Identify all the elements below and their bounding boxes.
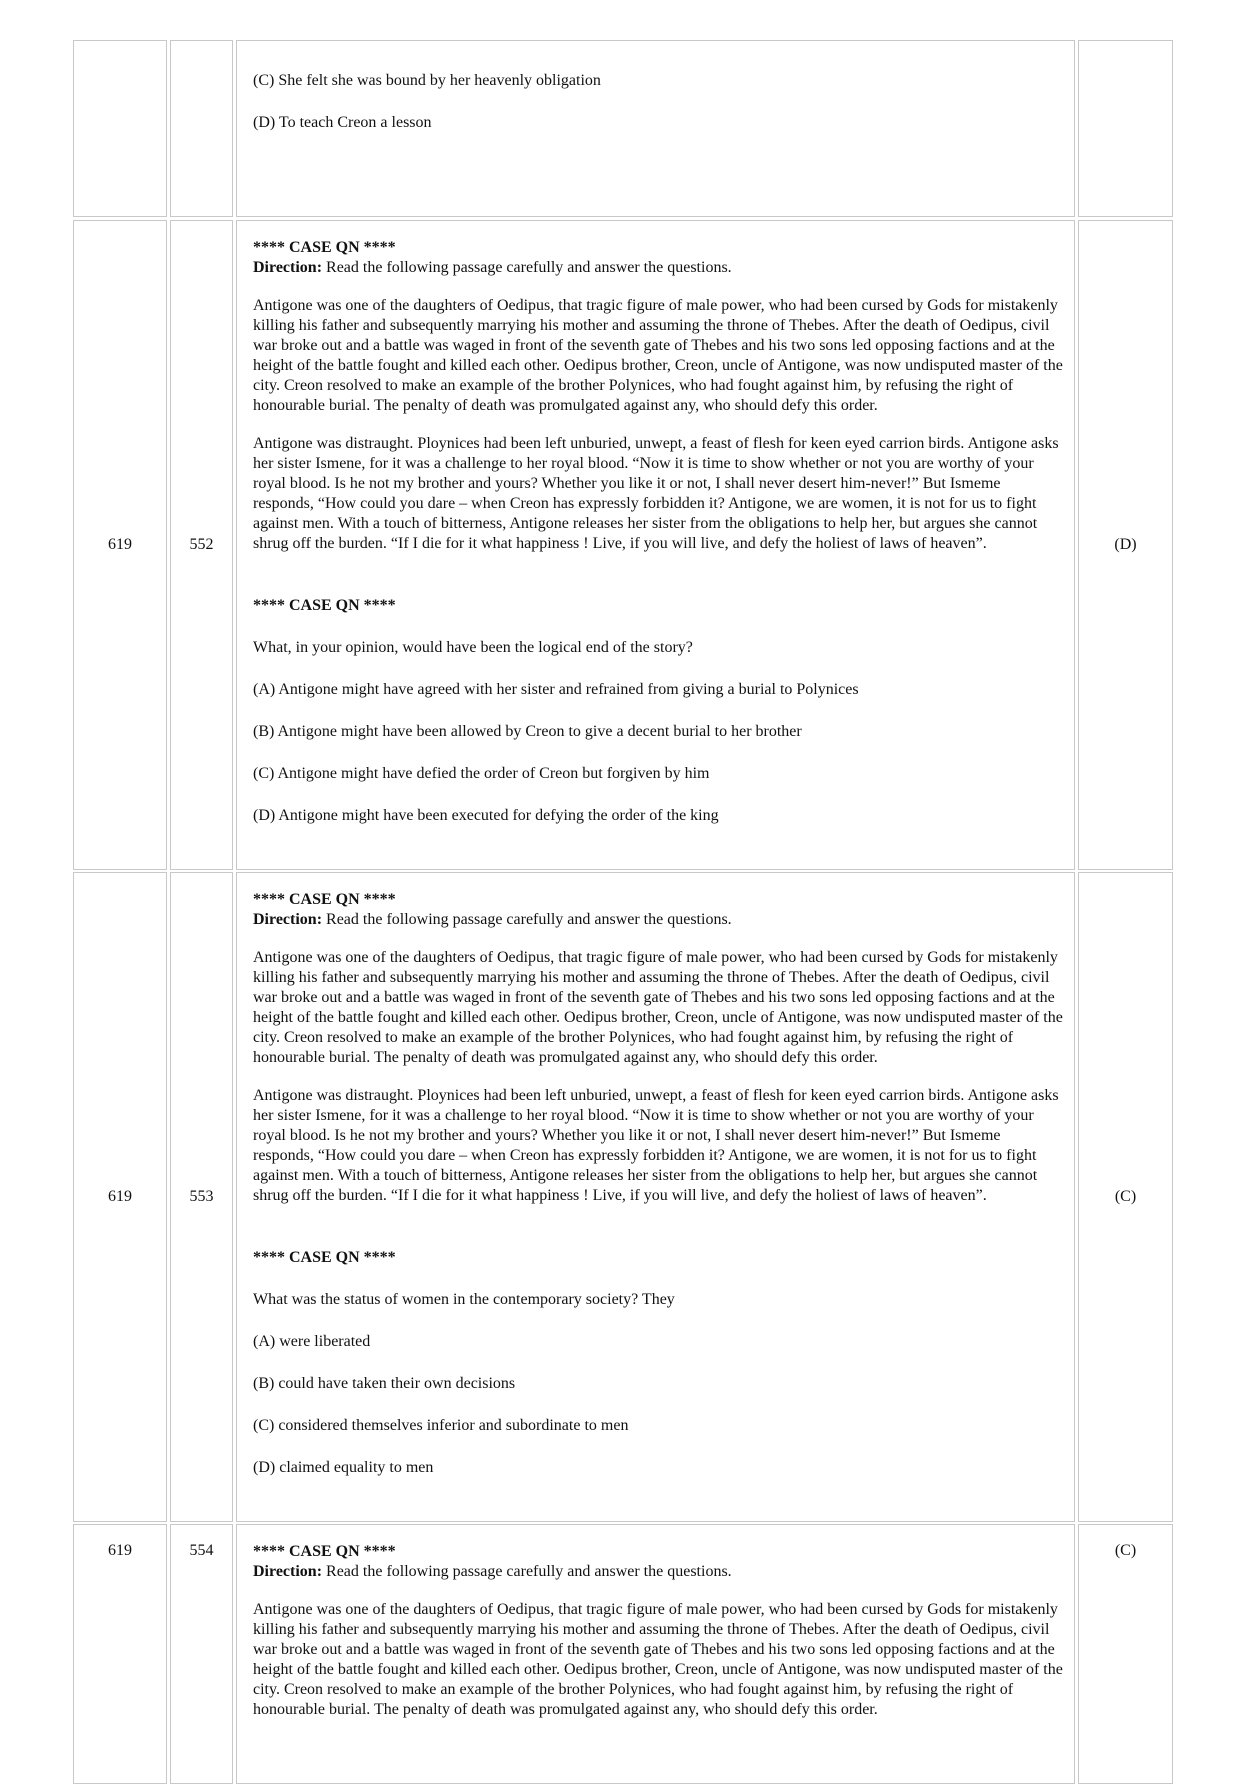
serial-cell xyxy=(73,40,167,217)
passage-paragraph-2: Antigone was distraught. Ploynices had been left unburied, unwept, a feast of flesh for keen eyed carrion birds. Antigone asks her sister Ismene, for it was a challenge to her royal blood. “Now it is time to show whether or not you are worthy of your royal blood. Is he not my brother and yours? Whether you like it or not, I shall never desert him-never!” But Ismeme responds, “How could you dare – when Creon has expressly forbidden it? Antigone, we are women, it is not for us to fight against men. With a touch of bitterness, Antigone releases her sister from the obligations to help her, but argues she cannot shrug off the burden. “If I die for it what happiness ! Live, if you will live, and defy the holiest of laws of heaven”. xyxy=(253,1087,1059,1204)
question-number: 552 xyxy=(189,536,214,553)
option-d: (D) claimed equality to men xyxy=(253,1459,434,1476)
passage-paragraph-2: Antigone was distraught. Ploynices had been left unburied, unwept, a feast of flesh for keen eyed carrion birds. Antigone asks her sister Ismene, for it was a challenge to her royal blood. “Now it is time to show whether or not you are worthy of your royal blood. Is he not my brother and yours? Whether you like it or not, I shall never desert him-never!” But Ismeme responds, “How could you dare – when Creon has expressly forbidden it? Antigone, we are women, it is not for us to fight against men. With a touch of bitterness, Antigone releases her sister from the obligations to help her, but argues she cannot shrug off the burden. “If I die for it what happiness ! Live, if you will live, and defy the holiest of laws of heaven”. xyxy=(253,435,1059,552)
question-number-cell xyxy=(170,220,233,870)
question-cell xyxy=(236,1524,1075,1784)
option-d: (D) Antigone might have been executed for defying the order of the king xyxy=(253,807,719,824)
option-a: (A) Antigone might have agreed with her sister and refrained from giving a burial to Polynices xyxy=(253,681,859,698)
question-number-cell xyxy=(170,1524,233,1784)
serial-number: 619 xyxy=(108,536,132,553)
question-table xyxy=(73,60,1173,1718)
direction-label: Direction: xyxy=(253,1563,323,1580)
table-row xyxy=(73,1524,1173,1784)
question-number: 554 xyxy=(189,1542,214,1559)
direction-label: Direction: xyxy=(253,911,323,928)
serial-number: 619 xyxy=(108,1188,132,1205)
option-a: (A) were liberated xyxy=(253,1333,371,1350)
serial-cell xyxy=(73,872,167,1522)
serial-cell xyxy=(73,220,167,870)
question-text: What was the status of women in the contemporary society? They xyxy=(253,1291,675,1308)
case-heading: **** CASE QN **** xyxy=(253,239,396,256)
direction-text: Read the following passage carefully and answer the questions. xyxy=(322,911,732,928)
option-c: (C) considered themselves inferior and subordinate to men xyxy=(253,1417,629,1434)
case-heading: **** CASE QN **** xyxy=(253,891,396,908)
question-number-cell xyxy=(170,40,233,217)
answer-value: (C) xyxy=(1114,1542,1137,1559)
direction-label: Direction: xyxy=(253,259,323,276)
option-c: (C) She felt she was bound by her heavenly obligation xyxy=(253,72,601,89)
question-text: What, in your opinion, would have been the logical end of the story? xyxy=(253,639,693,656)
question-cell xyxy=(236,40,1075,217)
question-cell xyxy=(236,872,1075,1522)
table-row xyxy=(73,40,1173,217)
option-c: (C) Antigone might have defied the order of Creon but forgiven by him xyxy=(253,765,710,782)
serial-cell xyxy=(73,1524,167,1784)
answer-value: (D) xyxy=(1114,536,1137,553)
direction-text: Read the following passage carefully and answer the questions. xyxy=(322,259,732,276)
question-number-cell xyxy=(170,872,233,1522)
passage-paragraph-1: Antigone was one of the daughters of Oedipus, that tragic figure of male power, who had been cursed by Gods for mistakenly killing his father and subsequently marrying his mother and assuming the throne of Thebes. After the death of Oedipus, civil war broke out and a battle was waged in front of the seventh gate of Thebes and his two sons led opposing factions and at the height of the battle fought and killed each other. Oedipus brother, Creon, uncle of Antigone, was now undisputed master of the city. Creon resolved to make an example of the brother Polynices, who had fought against him, by refusing the right of honourable burial. The penalty of death was promulgated against any, who should defy this order. xyxy=(253,1601,1063,1718)
question-number: 553 xyxy=(189,1188,214,1205)
answer-cell xyxy=(1078,1524,1173,1784)
option-b: (B) could have taken their own decisions xyxy=(253,1375,516,1392)
passage-paragraph-1: Antigone was one of the daughters of Oedipus, that tragic figure of male power, who had been cursed by Gods for mistakenly killing his father and subsequently marrying his mother and assuming the throne of Thebes. After the death of Oedipus, civil war broke out and a battle was waged in front of the seventh gate of Thebes and his two sons led opposing factions and at the height of the battle fought and killed each other. Oedipus brother, Creon, uncle of Antigone, was now undisputed master of the city. Creon resolved to make an example of the brother Polynices, who had fought against him, by refusing the right of honourable burial. The penalty of death was promulgated against any, who should defy this order. xyxy=(253,297,1063,414)
answer-cell xyxy=(1078,40,1173,217)
serial-number: 619 xyxy=(108,1542,132,1559)
direction-text: Read the following passage carefully and answer the questions. xyxy=(322,1563,732,1580)
answer-cell xyxy=(1078,220,1173,870)
table-row xyxy=(73,220,1173,870)
question-cell xyxy=(236,220,1075,870)
case-heading: **** CASE QN **** xyxy=(253,1249,396,1266)
case-heading: **** CASE QN **** xyxy=(253,597,396,614)
option-d: (D) To teach Creon a lesson xyxy=(253,114,432,131)
option-b: (B) Antigone might have been allowed by Creon to give a decent burial to her brother xyxy=(253,723,802,740)
passage-paragraph-1: Antigone was one of the daughters of Oedipus, that tragic figure of male power, who had been cursed by Gods for mistakenly killing his father and subsequently marrying his mother and assuming the throne of Thebes. After the death of Oedipus, civil war broke out and a battle was waged in front of the seventh gate of Thebes and his two sons led opposing factions and at the height of the battle fought and killed each other. Oedipus brother, Creon, uncle of Antigone, was now undisputed master of the city. Creon resolved to make an example of the brother Polynices, who had fought against him, by refusing the right of honourable burial. The penalty of death was promulgated against any, who should defy this order. xyxy=(253,949,1063,1066)
table-row xyxy=(73,872,1173,1522)
case-heading: **** CASE QN **** xyxy=(253,1543,396,1560)
answer-value: (C) xyxy=(1114,1188,1137,1205)
answer-cell xyxy=(1078,872,1173,1522)
